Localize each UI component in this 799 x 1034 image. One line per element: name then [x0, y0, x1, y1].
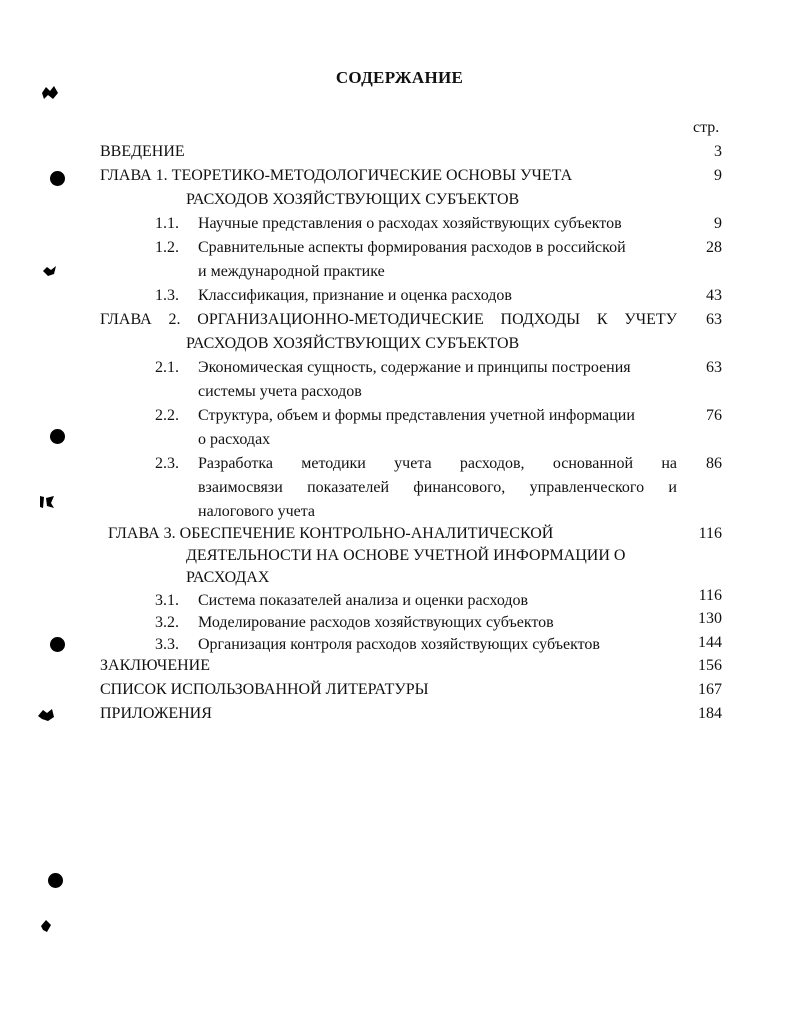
page-column-label: стр.	[693, 119, 720, 136]
toc-section-2-1-page: 63	[706, 359, 722, 376]
toc-section-3-2-page: 130	[698, 610, 722, 627]
toc-section-2-2-title-cont: о расходах	[198, 431, 271, 448]
binder-hole	[50, 637, 65, 652]
toc-references-page: 167	[698, 681, 722, 698]
toc-chapter3-title[interactable]: ГЛАВА 3. ОБЕСПЕЧЕНИЕ КОНТРОЛЬНО-АНАЛИТИЧЕСКОЙ	[108, 525, 554, 542]
toc-section-2-2-page: 76	[706, 407, 722, 424]
toc-section-2-1-title[interactable]: Экономическая сущность, содержание и принципы построения	[198, 359, 631, 376]
toc-chapter1-page: 9	[714, 167, 722, 184]
toc-section-number: 3.3.	[155, 636, 179, 653]
toc-section-1-2-title-cont: и международной практике	[198, 263, 385, 280]
scan-speck-mark	[38, 918, 54, 934]
toc-section-number: 2.1.	[155, 359, 179, 376]
toc-section-3-3-title[interactable]: Организация контроля расходов хозяйствующих субъектов	[198, 636, 600, 653]
toc-appendix-page: 184	[698, 705, 722, 722]
toc-section-number: 2.3.	[155, 455, 179, 472]
toc-conclusion-title[interactable]: ЗАКЛЮЧЕНИЕ	[100, 657, 210, 674]
toc-section-1-1-page: 9	[714, 215, 722, 232]
toc-chapter1-title[interactable]: ГЛАВА 1. ТЕОРЕТИКО-МЕТОДОЛОГИЧЕСКИЕ ОСНОВЫ УЧЕТА	[100, 167, 573, 184]
toc-section-number: 3.1.	[155, 592, 179, 609]
toc-chapter2-title-cont: РАСХОДОВ ХОЗЯЙСТВУЮЩИХ СУБЪЕКТОВ	[186, 335, 520, 352]
toc-section-number: 3.2.	[155, 614, 179, 631]
toc-chapter3-title-cont: РАСХОДАХ	[186, 569, 270, 586]
toc-section-number: 1.2.	[155, 239, 179, 256]
toc-intro-title[interactable]: ВВЕДЕНИЕ	[100, 143, 185, 160]
binder-hole	[50, 429, 65, 444]
scan-speck-mark	[36, 707, 56, 723]
toc-section-number: 1.1.	[155, 215, 179, 232]
toc-chapter3-page: 116	[698, 525, 722, 542]
toc-section-3-3-page: 144	[698, 634, 722, 651]
binder-hole	[50, 171, 65, 186]
scan-speck-mark	[38, 494, 56, 510]
toc-section-2-2-title[interactable]: Структура, объем и формы представления учетной информации	[198, 407, 635, 424]
toc-intro-page: 3	[714, 143, 722, 160]
toc-section-2-3-page: 86	[706, 455, 722, 472]
toc-section-1-1-title[interactable]: Научные представления о расходах хозяйствующих субъектов	[198, 215, 622, 232]
toc-section-1-3-page: 43	[706, 287, 722, 304]
toc-chapter2-title[interactable]: ГЛАВА 2. ОРГАНИЗАЦИОННО-МЕТОДИЧЕСКИЕ ПОДХОДЫ К УЧЕТУ	[100, 311, 677, 328]
toc-conclusion-page: 156	[698, 657, 722, 674]
toc-section-3-1-page: 116	[698, 587, 722, 604]
scan-speck-mark	[42, 265, 58, 277]
toc-section-3-2-title[interactable]: Моделирование расходов хозяйствующих субъектов	[198, 614, 554, 631]
toc-section-2-1-title-cont: системы учета расходов	[198, 383, 362, 400]
page-title: СОДЕРЖАНИЕ	[335, 68, 464, 87]
toc-chapter1-title-cont: РАСХОДОВ ХОЗЯЙСТВУЮЩИХ СУБЪЕКТОВ	[186, 191, 520, 208]
binder-hole	[48, 873, 63, 888]
toc-chapter3-title-cont: ДЕЯТЕЛЬНОСТИ НА ОСНОВЕ УЧЕТНОЙ ИНФОРМАЦИИ О	[186, 547, 626, 564]
toc-section-1-3-title[interactable]: Классификация, признание и оценка расходов	[198, 287, 512, 304]
toc-section-number: 2.2.	[155, 407, 179, 424]
toc-section-2-3-title-cont: взаимосвязи показателей финансового, управленческого и	[198, 479, 677, 496]
toc-section-3-1-title[interactable]: Система показателей анализа и оценки расходов	[198, 592, 529, 609]
toc-appendix-title[interactable]: ПРИЛОЖЕНИЯ	[100, 705, 212, 722]
toc-section-2-3-title-cont: налогового учета	[198, 503, 315, 520]
toc-section-number: 1.3.	[155, 287, 179, 304]
toc-section-1-2-title[interactable]: Сравнительные аспекты формирования расходов в российской	[198, 239, 626, 256]
toc-section-2-3-title[interactable]: Разработка методики учета расходов, основанной на	[198, 455, 677, 472]
toc-chapter2-page: 63	[706, 311, 722, 328]
toc-references-title[interactable]: СПИСОК ИСПОЛЬЗОВАННОЙ ЛИТЕРАТУРЫ	[100, 681, 429, 698]
toc-section-1-2-page: 28	[706, 239, 722, 256]
